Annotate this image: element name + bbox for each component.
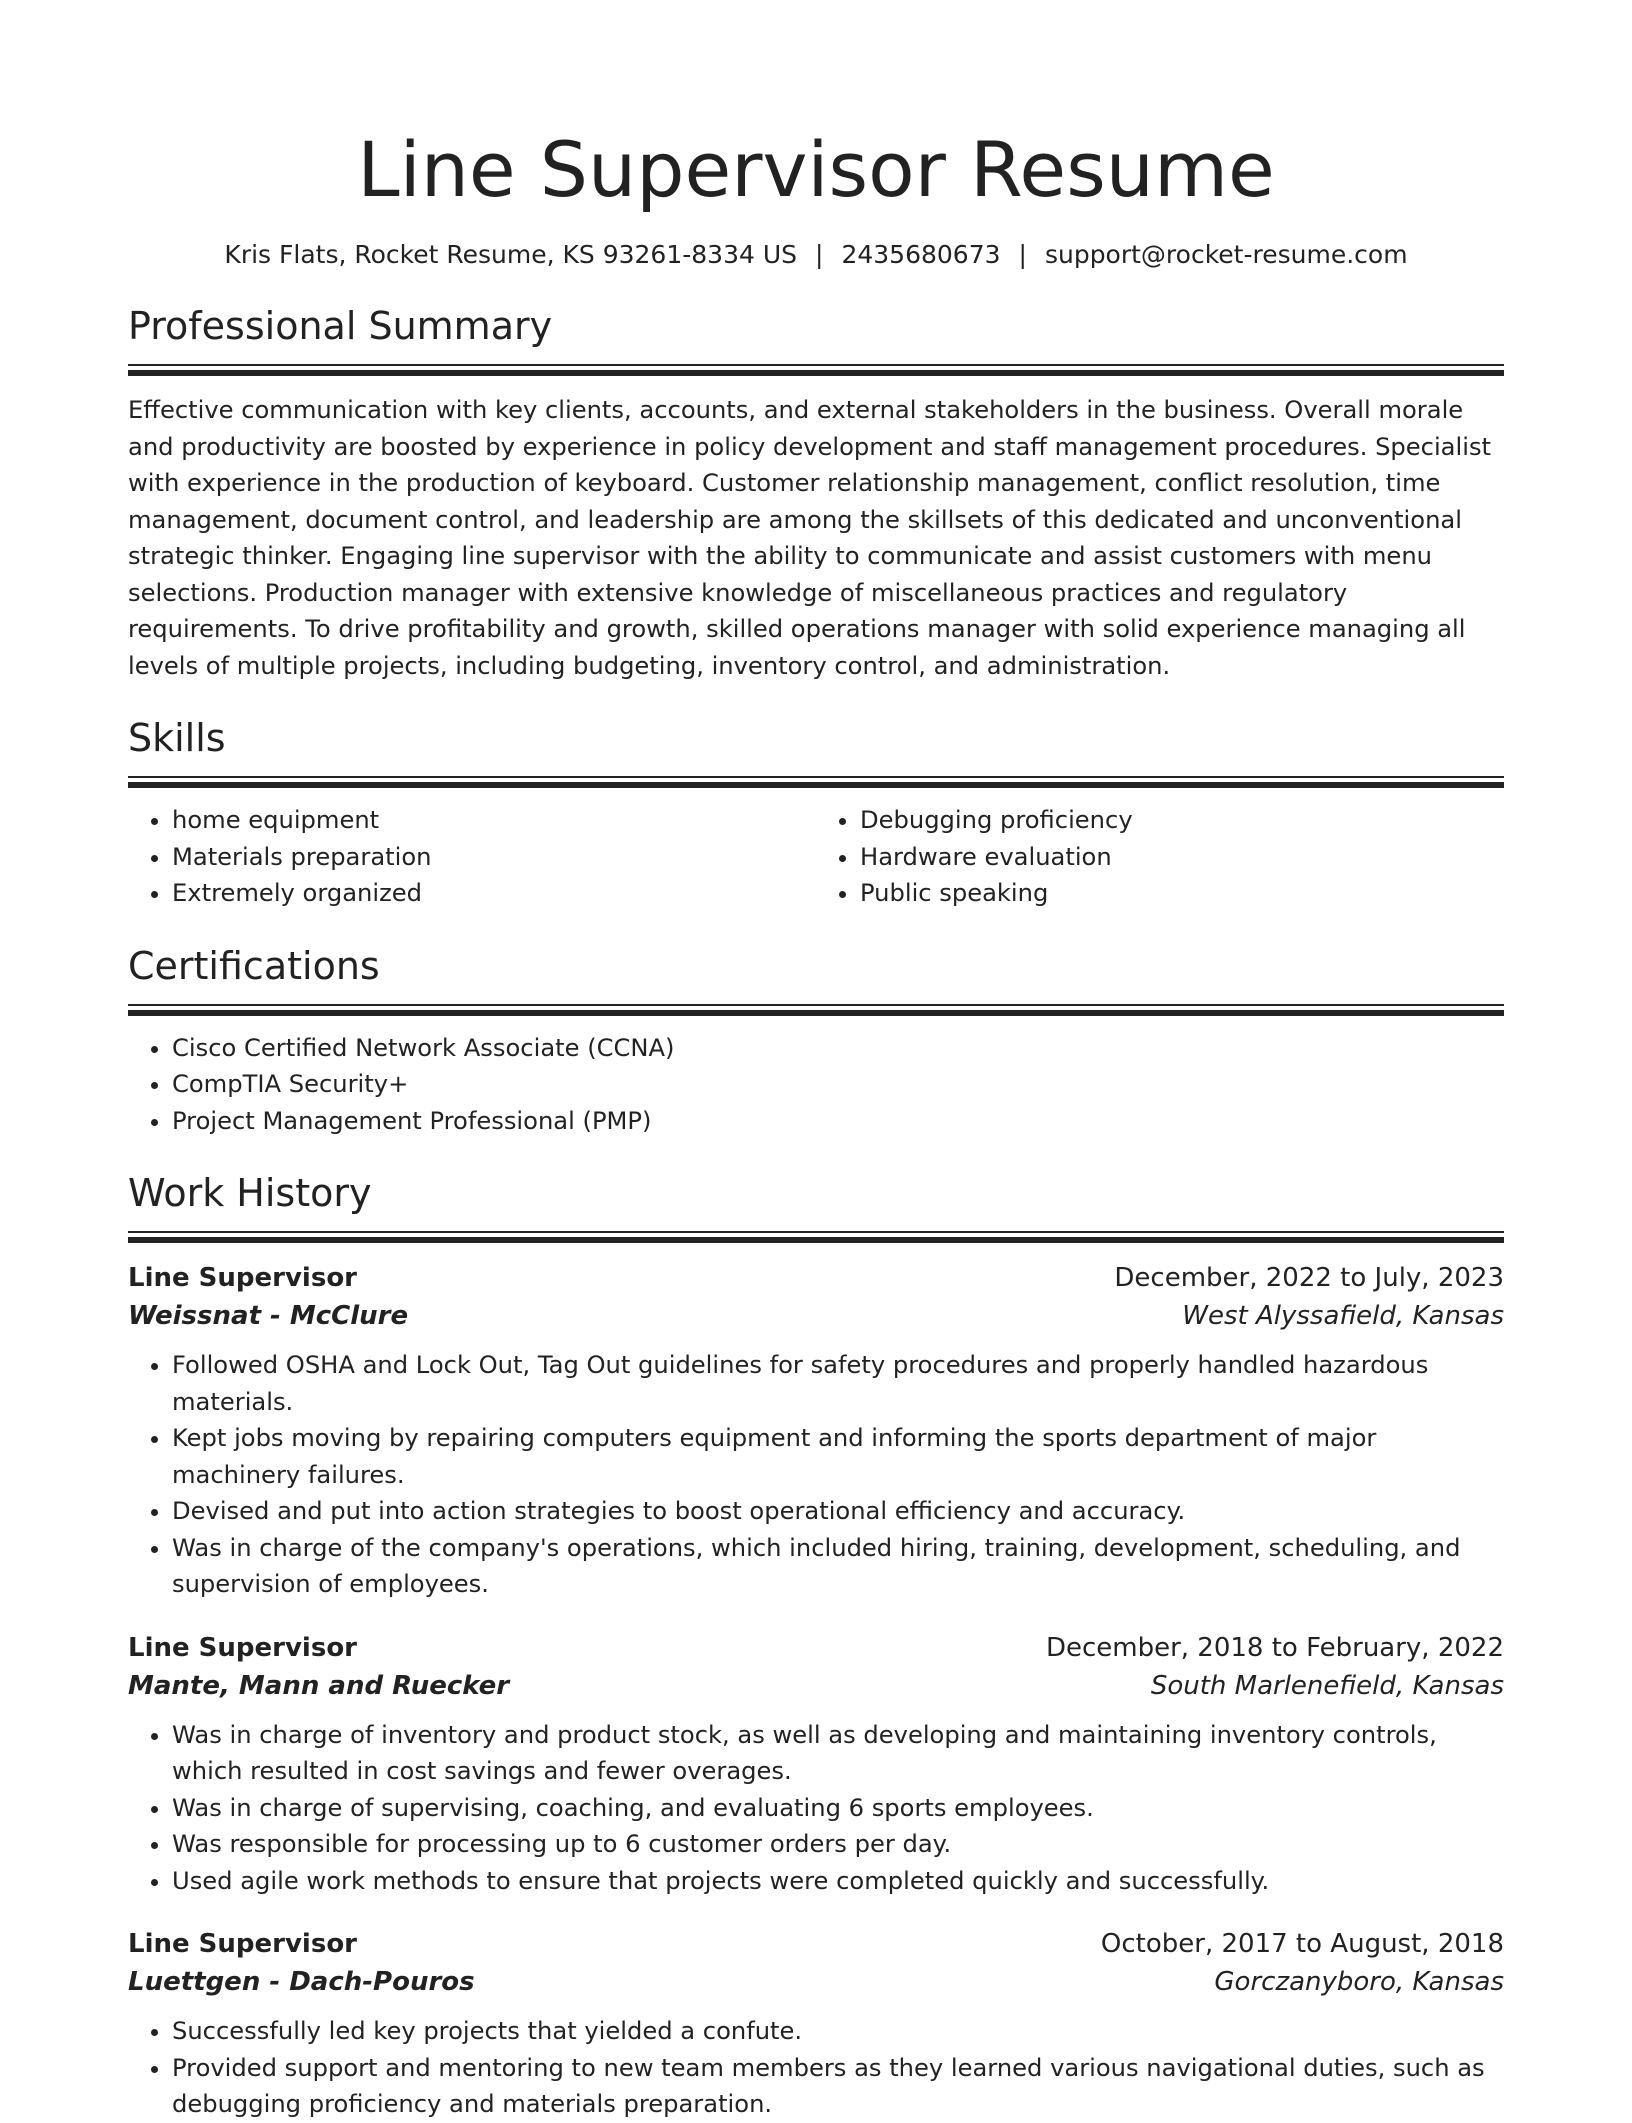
- job-dates: October, 2017 to August, 2018: [1100, 1929, 1504, 1959]
- job-title: Line Supervisor: [128, 1632, 357, 1663]
- job-location: West Alyssafield, Kansas: [1182, 1301, 1504, 1331]
- certification-item: • CompTIA Security+: [172, 1066, 1504, 1103]
- job-entry: [128, 1259, 1504, 1603]
- skill-item: • Materials preparation: [172, 839, 816, 876]
- job-title: Line Supervisor: [128, 1929, 357, 1959]
- section-divider: [128, 1004, 1504, 1016]
- job-bullet: • Kept jobs moving by repairing computers equipment and informing the sports department of major machinery failures.: [172, 1420, 1504, 1493]
- certification-item: • Project Management Professional (PMP): [172, 1103, 1504, 1140]
- contact-separator: |: [1018, 240, 1027, 269]
- job-bullet: • Was in charge of supervising, coaching, and evaluating 6 sports employees.: [172, 1790, 1504, 1827]
- summary-section: [128, 302, 1504, 684]
- job-location: Gorczanyboro, Kansas: [1214, 1967, 1504, 1997]
- skill-item: • home equipment: [172, 802, 816, 839]
- skills-list-left: [128, 802, 816, 912]
- skills-section: [128, 714, 1504, 912]
- section-divider: [128, 1231, 1504, 1243]
- job-header: [128, 1629, 1504, 1667]
- contact-line: [128, 238, 1504, 272]
- contact-address: Kris Flats, Rocket Resume, KS 93261-8334 US: [224, 240, 798, 269]
- job-bullets: [128, 2013, 1504, 2123]
- job-bullet: • Successfully led key projects that yielded a confute.: [172, 2013, 1504, 2050]
- certifications-section: [128, 942, 1504, 1140]
- work-history-section: [128, 1169, 1504, 2123]
- job-entry: [128, 1629, 1504, 1900]
- job-bullet: • Followed OSHA and Lock Out, Tag Out guidelines for safety procedures and properly handled hazardous materials.: [172, 1347, 1504, 1420]
- job-bullet: • Used agile work methods to ensure that projects were completed quickly and successfully.: [172, 1863, 1504, 1900]
- work-history-heading: Work History: [128, 1171, 372, 1215]
- job-bullets: [128, 1717, 1504, 1900]
- job-bullet: • Was in charge of inventory and product stock, as well as developing and maintaining inventory controls, which resulted in cost savings and fewer overages.: [172, 1717, 1504, 1790]
- skill-item: • Public speaking: [860, 875, 1504, 912]
- section-divider: [128, 776, 1504, 788]
- certification-item: • Cisco Certified Network Associate (CCNA): [172, 1030, 1504, 1067]
- certifications-heading: Certifications: [128, 943, 380, 988]
- job-dates: December, 2022 to July, 2023: [1114, 1263, 1504, 1293]
- job-bullet: • Provided support and mentoring to new team members as they learned various navigational duties, such as debugging proficiency and materials preparation.: [172, 2050, 1504, 2123]
- job-company: Mante, Mann and Ruecker: [128, 1670, 510, 1701]
- skill-item: • Extremely organized: [172, 875, 816, 912]
- page-title: Line Supervisor Resume: [357, 125, 1275, 214]
- job-bullet: • Devised and put into action strategies to boost operational efficiency and accuracy.: [172, 1493, 1504, 1530]
- contact-phone: 2435680673: [841, 240, 1001, 269]
- job-header: [128, 1925, 1504, 1963]
- job-bullets: [128, 1347, 1504, 1603]
- skill-item: • Debugging proficiency: [860, 802, 1504, 839]
- job-title: Line Supervisor: [128, 1263, 357, 1293]
- job-bullet: • Was responsible for processing up to 6 customer orders per day.: [172, 1826, 1504, 1863]
- contact-separator: |: [815, 240, 824, 269]
- job-location: South Marlenefield, Kansas: [1150, 1670, 1504, 1701]
- job-header: [128, 1259, 1504, 1297]
- skills-grid: [128, 802, 1504, 912]
- job-subheader: [128, 1297, 1504, 1335]
- certifications-list: [128, 1030, 1504, 1140]
- job-subheader: [128, 1963, 1504, 2001]
- job-dates: December, 2018 to February, 2022: [1045, 1632, 1504, 1663]
- section-divider: [128, 364, 1504, 376]
- contact-email: support@rocket-resume.com: [1044, 240, 1408, 269]
- skill-item: • Hardware evaluation: [860, 839, 1504, 876]
- job-entry: [128, 1925, 1504, 2123]
- summary-text: Effective communication with key clients, accounts, and external stakeholders in the business. Overall morale and productivity are boosted by experience in policy development and staff management procedures. Specialist with experience in the production of keyboard. Customer relationship management, conflict resolution, time management, document control, and leadership are among the skillsets of this dedicated and unconventional strategic thinker. Engaging line supervisor with the ability to communicate and assist customers with menu selections. Production manager with extensive knowledge of miscellaneous practices and regulatory requirements. To drive profitability and growth, skilled operations manager with solid experience managing all levels of multiple projects, including budgeting, inventory control, and administration.: [128, 396, 1492, 680]
- skills-list-right: [816, 802, 1504, 912]
- summary-heading: Professional Summary: [128, 304, 553, 348]
- job-bullet: • Was in charge of the company's operations, which included hiring, training, development, scheduling, and supervision of employees.: [172, 1530, 1504, 1603]
- skills-heading: Skills: [128, 716, 226, 760]
- job-company: Luettgen - Dach-Pouros: [128, 1967, 475, 1997]
- job-company: Weissnat - McClure: [128, 1301, 409, 1331]
- job-subheader: [128, 1667, 1504, 1705]
